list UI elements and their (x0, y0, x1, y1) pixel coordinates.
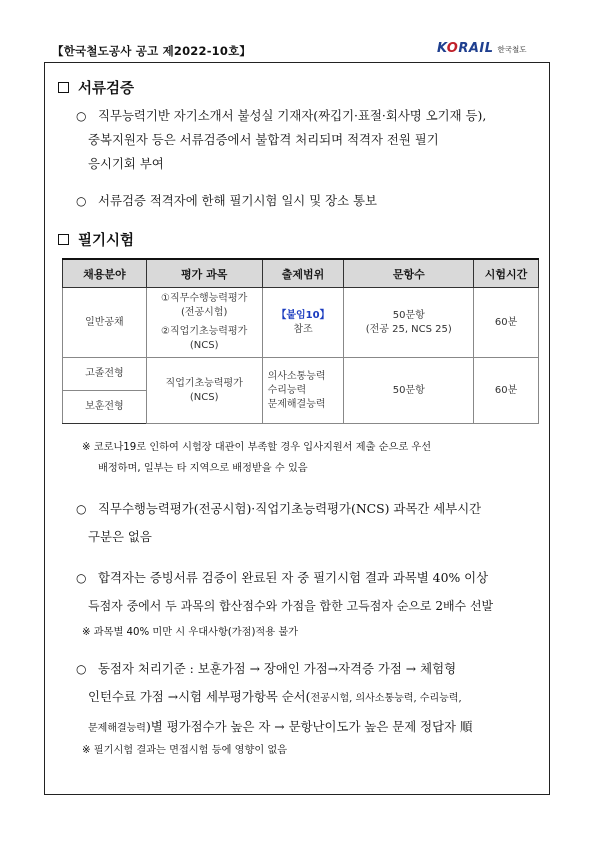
bullet-icon: ○ (76, 662, 87, 676)
table-cell-time: 60분 (474, 288, 539, 358)
paragraph-line: 합격자는 증빙서류 검증이 완료된 자 중 필기시험 결과 과목별 40% 이상 (98, 570, 489, 585)
paragraph-line: 구분은 없음 (88, 529, 152, 544)
cell-line: ①직무수행능력평가 (161, 293, 248, 304)
korail-logo-mark: KORAIL (437, 41, 494, 56)
bullet-icon: ○ (76, 194, 87, 208)
table-cell-count (344, 288, 474, 358)
table-cell-subject (146, 288, 262, 358)
paragraph-tie-breaker (76, 657, 546, 741)
table-cell-field: 일반공채 (63, 288, 147, 358)
table-cell-time: 60분 (474, 358, 539, 424)
paragraph-line: 중복지원자 등은 서류검증에서 불합격 처리되며 적격자 전원 필기 (88, 132, 439, 147)
cell-line: (전공시험) (180, 307, 228, 318)
cell-line: 참조 (293, 323, 313, 335)
cell-line: 직업기초능력평가 (165, 377, 243, 389)
cell-line: (NCS) (189, 340, 219, 351)
paragraph-line: 득점자 중에서 두 과목의 합산점수와 가점을 합한 고득점자 순으로 2배수 선발 (88, 599, 494, 613)
cell-line: 문제해결능력 (267, 398, 326, 410)
bullet-icon: ○ (76, 109, 87, 123)
paragraph-line: 직무수행능력평가(전공시험)·직업기초능력평가(NCS) 과목간 세부시간 (98, 501, 482, 516)
cell-line: (전공 25, NCS 25) (365, 323, 452, 335)
table-cell-scope (262, 358, 344, 424)
table-header-row (63, 259, 539, 288)
note-minimum-score (82, 622, 298, 643)
table-header-cell: 평가 과목 (146, 259, 262, 288)
cell-line: (NCS) (189, 391, 219, 403)
paragraph-doc-review-1 (76, 104, 546, 176)
table-cell-count: 50문항 (344, 358, 474, 424)
cell-line: 의사소통능력 (267, 370, 326, 382)
cell-line: 50문항 (392, 309, 425, 321)
table-header-cell: 출제범위 (262, 259, 344, 288)
section-title-document-review (58, 77, 134, 98)
note-exam-effect (82, 740, 287, 761)
notice-header-title: 【한국철도공사 공고 제2022-10호】 (52, 44, 252, 58)
exam-table (62, 258, 539, 424)
table-row (63, 288, 539, 358)
section-title-text: 서류검증 (78, 81, 135, 97)
paragraph-line: 직무능력기반 자기소개서 불성실 기재자(짜깁기·표절·회사명 오기재 등), (98, 108, 487, 123)
note-line: ※ 필기시험 결과는 면접시험 등에 영향이 없음 (82, 745, 288, 756)
checkbox-square-icon (58, 234, 69, 245)
table-header-cell: 문항수 (344, 259, 474, 288)
table-cell-field: 고졸전형 (63, 358, 147, 391)
line-text-small: 문제해결능력 (88, 723, 146, 734)
paragraph-line: 동점자 처리기준 : 보훈가점 → 장애인 가점→자격증 가점 → 체험형 (98, 661, 457, 676)
table-cell-field: 보훈전형 (63, 391, 147, 424)
note-line: ※ 코로나19로 인하여 시험장 대관이 부족할 경우 입사지원서 제출 순으로 우선 (82, 442, 432, 453)
note-line: ※ 과목별 40% 미만 시 우대사항(가점)적용 불가 (82, 627, 299, 638)
cell-line: ②직업기초능력평가 (161, 326, 248, 337)
paragraph-line: 응시기회 부여 (88, 156, 164, 171)
korail-logo-sub: 한국철도 (497, 45, 527, 54)
note-line: 배정하며, 일부는 타 지역으로 배정받을 수 있음 (98, 463, 308, 474)
table-header-cell: 시험시간 (474, 259, 539, 288)
note-covid (82, 437, 431, 479)
paragraph-line (76, 685, 546, 711)
section-title-written-exam (58, 229, 134, 250)
table-header-cell: 채용분야 (63, 259, 147, 288)
line-text: 인턴수료 가점 →시험 세부평가항목 순서( (88, 689, 311, 704)
table-cell-scope (262, 288, 344, 358)
paragraph-line (76, 715, 546, 741)
section-title-text: 필기시험 (78, 233, 135, 249)
line-text-small: 전공시험, 의사소통능력, 수리능력, (310, 693, 462, 704)
checkbox-square-icon (58, 82, 69, 93)
table-row (63, 358, 539, 391)
bullet-icon: ○ (76, 571, 87, 585)
paragraph-doc-review-2 (76, 189, 546, 213)
cell-line: 수리능력 (267, 384, 307, 396)
paragraph-pass-criteria (76, 566, 546, 618)
paragraph-line: 서류검증 적격자에 한해 필기시험 일시 및 장소 통보 (98, 193, 377, 208)
korail-logo (437, 41, 527, 56)
bullet-icon: ○ (76, 502, 87, 516)
line-text: )별 평가점수가 높은 자 → 문항난이도가 높은 문제 정답자 順 (145, 719, 473, 734)
scope-reference: 【붙임10】 (276, 309, 330, 321)
table-cell-subject (146, 358, 262, 424)
paragraph-exam-time (76, 497, 546, 549)
